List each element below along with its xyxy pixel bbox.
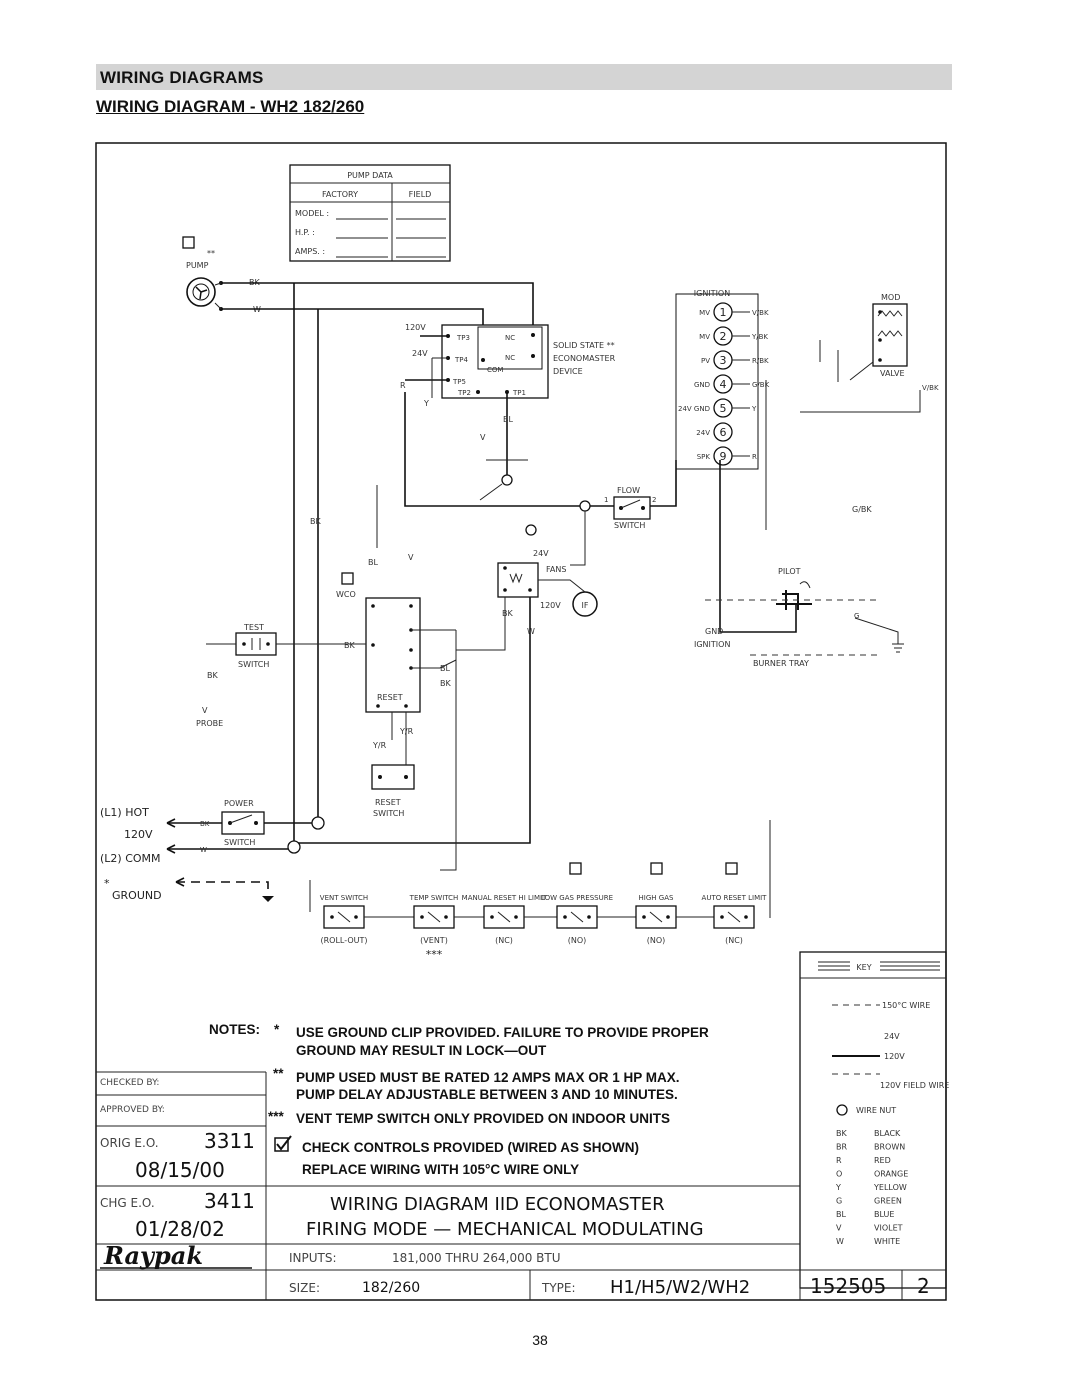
flow-pin-1: 1 <box>604 496 609 504</box>
ignition-pin-number: 6 <box>719 426 727 439</box>
mod-wire-vbk: V/BK <box>922 384 939 392</box>
pump-mark: ** <box>207 249 215 258</box>
checked-by-label: CHECKED BY: <box>100 1078 160 1088</box>
solid-state-label-1: SOLID STATE ** <box>553 341 615 350</box>
fans-wire-bk: BK <box>502 609 513 618</box>
control-switch-name: AUTO RESET LIMIT <box>701 894 767 902</box>
pump-data-field: FIELD <box>408 190 432 199</box>
test-switch-label-2: SWITCH <box>238 660 270 669</box>
pump-label: PUMP <box>186 261 209 270</box>
key-item-120v: 120V <box>884 1052 905 1061</box>
solid-state-label-3: DEVICE <box>553 367 583 376</box>
control-switch-sub: (NO) <box>567 936 587 945</box>
ignition-pin-number: 9 <box>719 450 727 463</box>
reset-switch-label-2: SWITCH <box>373 809 405 818</box>
ignition-pin-left: PV <box>700 357 710 365</box>
ignition-label: IGNITION <box>693 289 731 298</box>
test-wire-bk: BK <box>344 641 355 650</box>
control-switch-sub: (NC) <box>725 936 743 945</box>
ground-mark: * <box>104 877 110 890</box>
ignition-pin <box>678 399 757 417</box>
control-switch <box>541 894 613 945</box>
size-label: SIZE: <box>289 1281 321 1295</box>
flow-switch-label-1: FLOW <box>617 486 640 495</box>
control-switch <box>320 894 368 945</box>
probe-wire-v: V <box>202 706 208 715</box>
econ-tp4: TP4 <box>455 356 468 364</box>
pump-data-amps: AMPS. : <box>295 247 326 256</box>
solid-state-label-2: ECONOMASTER <box>553 354 616 363</box>
control-switch-name: TEMP SWITCH <box>409 894 459 902</box>
burner-tray-label: BURNER TRAY <box>753 659 809 668</box>
type-value: H1/H5/W2/WH2 <box>610 1277 751 1298</box>
econ-tp2: TP2 <box>458 389 471 397</box>
orig-date: 08/15/00 <box>135 1158 225 1182</box>
key-color-name: BLACK <box>874 1129 901 1138</box>
econ-wire-24v: 24V <box>412 349 428 358</box>
notes <box>209 1022 709 1177</box>
mod-valve-bottom: VALVE <box>880 369 905 378</box>
note-1-star: * <box>274 1022 280 1037</box>
key-color-code: G <box>836 1196 843 1206</box>
probe-label: PROBE <box>196 719 224 728</box>
approved-by-label: APPROVED BY: <box>100 1105 165 1115</box>
flow-switch-label-2: SWITCH <box>614 521 646 530</box>
pump-wire-bk: BK <box>249 278 260 287</box>
econ-wire-y: Y <box>424 399 429 408</box>
key-color-name: GREEN <box>874 1196 902 1206</box>
ignition-gnd-2: IGNITION <box>694 640 731 649</box>
ground-label: GROUND <box>112 889 162 902</box>
check-box-low-gas <box>570 863 581 874</box>
ignition-pin-right: Y/BK <box>752 333 769 341</box>
fans-120v: 120V <box>540 601 561 610</box>
reset-label: RESET <box>377 693 403 702</box>
pump-data-hp: H.P. : <box>295 228 315 237</box>
econ-tp3: TP3 <box>457 334 470 342</box>
econ-nc1: NC <box>505 334 516 342</box>
ignition-pin-left: GND <box>693 381 710 389</box>
inputs-label: INPUTS: <box>289 1251 337 1265</box>
orig-eo-label: ORIG E.O. <box>100 1136 159 1150</box>
section-title: WIRING DIAGRAMS <box>100 68 264 87</box>
control-switch-name: LOW GAS PRESSURE <box>541 894 613 902</box>
reset-switch-label-1: RESET <box>375 798 401 807</box>
key-color-code: Y <box>836 1183 841 1192</box>
size-value: 182/260 <box>362 1280 421 1296</box>
type-label: TYPE: <box>542 1281 576 1295</box>
key-color-name: VIOLET <box>874 1223 903 1233</box>
control-switch-sub: (NC) <box>495 936 513 945</box>
orig-eo-number: 3311 <box>204 1129 255 1153</box>
key-item-24v: 24V <box>884 1032 900 1041</box>
econ-tp1: TP1 <box>513 389 526 397</box>
pump <box>183 237 223 311</box>
power-switch-label-1: POWER <box>224 799 254 808</box>
ignition-pin-left: MV <box>699 333 710 341</box>
l1-hot-label: (L1) HOT <box>100 806 149 819</box>
control-switch-name: MANUAL RESET HI LIMIT <box>461 894 547 902</box>
ignition-gnd-1: GND <box>705 627 724 636</box>
ignition-pin-number: 2 <box>719 330 727 343</box>
pump-data-factory: FACTORY <box>322 190 358 199</box>
note-4: CHECK CONTROLS PROVIDED (WIRED AS SHOWN) <box>302 1140 639 1155</box>
wire-g: G <box>854 612 860 620</box>
key-color-code: BL <box>836 1210 846 1219</box>
ignition-pin <box>701 351 769 369</box>
pump-wire-w: W <box>253 305 261 314</box>
key-color-code: W <box>836 1237 844 1246</box>
key-color-name: BLUE <box>874 1210 895 1219</box>
key-title: KEY <box>856 963 872 972</box>
note-1b: GROUND MAY RESULT IN LOCK—OUT <box>296 1043 547 1058</box>
line-wire-bk: BK <box>200 820 210 828</box>
key-color-name: BROWN <box>874 1142 906 1152</box>
key-item-150c: 150°C WIRE <box>882 1001 931 1010</box>
note-2-star: ** <box>273 1066 284 1081</box>
control-switch <box>409 894 459 961</box>
wco-wire-bl: BL <box>368 558 378 567</box>
ignition-pin <box>697 447 757 465</box>
pump-data-table <box>290 165 450 261</box>
note-3-star: *** <box>268 1109 284 1124</box>
raypak-logo: Raypak <box>104 1241 203 1270</box>
fans-label: FANS <box>546 565 567 574</box>
note-2a: PUMP USED MUST BE RATED 12 AMPS MAX OR 1 HP MAX. <box>296 1070 680 1085</box>
ignition-pin <box>696 423 732 441</box>
power-switch <box>222 799 264 847</box>
pilot <box>776 567 812 610</box>
fans-wire-w: W <box>527 627 535 636</box>
reset-wire-yr: Y/R <box>373 741 387 750</box>
key-item-field-wire: 120V FIELD WIRE <box>880 1081 950 1090</box>
flow-switch <box>604 486 656 530</box>
wco-label: WCO <box>336 590 356 599</box>
drawing-title-1: WIRING DIAGRAM IID ECONOMASTER <box>330 1194 665 1215</box>
control-switch-sub: (ROLL-OUT) <box>320 936 368 945</box>
key-color-code: BR <box>836 1142 848 1152</box>
wire-g-bk: G/BK <box>852 505 872 514</box>
power-switch-label-2: SWITCH <box>224 838 256 847</box>
note-1a: USE GROUND CLIP PROVIDED. FAILURE TO PROVIDE PROPER <box>296 1025 709 1040</box>
page-number: 38 <box>532 1332 548 1348</box>
ignition-pin-right: G/BK <box>752 381 770 389</box>
ignition-pin-left: 24V GND <box>678 405 710 413</box>
wco-wire-bk2: BK <box>440 679 451 688</box>
ignition-pin-left: MV <box>699 309 710 317</box>
controls-row <box>320 894 767 961</box>
control-switch-sub: (VENT) <box>420 936 448 945</box>
econ-com: COM <box>487 366 504 374</box>
reset-switch <box>372 765 414 818</box>
ignition-pin-right: Y <box>752 405 757 413</box>
key-color-code: BK <box>836 1129 847 1138</box>
note-3: VENT TEMP SWITCH ONLY PROVIDED ON INDOOR UNITS <box>296 1111 671 1126</box>
ignition-pin-left: SPK <box>696 453 710 461</box>
ignition-pin-number: 5 <box>719 402 727 415</box>
economaster-device <box>442 325 548 398</box>
pump-data-title: PUMP DATA <box>347 171 393 180</box>
control-switch <box>462 894 547 945</box>
econ-wire-bl: BL <box>503 415 513 424</box>
note-2b: PUMP DELAY ADJUSTABLE BETWEEN 3 AND 10 MINUTES. <box>296 1087 678 1102</box>
ignition-pin-right: R/BK <box>752 357 769 365</box>
key-color-name: ORANGE <box>874 1169 909 1179</box>
control-switch <box>636 894 676 945</box>
econ-wire-120v: 120V <box>405 323 426 332</box>
wco-wire-v: V <box>408 553 414 562</box>
drawing-title-2: FIRING MODE — MECHANICAL MODULATING <box>306 1219 704 1240</box>
fans-24v: 24V <box>533 549 549 558</box>
title-block <box>96 1072 946 1300</box>
mod-valve <box>873 293 907 378</box>
mod-valve-top: MOD <box>881 293 901 302</box>
key-color-name: RED <box>874 1156 891 1165</box>
econ-wire-r: R <box>400 381 406 390</box>
pump-data-model: MODEL : <box>295 209 330 218</box>
chg-eo-number: 3411 <box>204 1189 255 1213</box>
control-switch-name: VENT SWITCH <box>319 894 369 902</box>
wco-wire-bl2: BL <box>440 664 450 673</box>
notes-label: NOTES: <box>209 1022 261 1037</box>
line-voltage-label: 120V <box>124 828 153 841</box>
econ-tp5: TP5 <box>453 378 466 386</box>
control-switch-mark: *** <box>425 948 443 961</box>
chg-eo-label: CHG E.O. <box>100 1196 155 1210</box>
wire-bk-vertical: BK <box>310 517 321 526</box>
econ-wire-v: V <box>480 433 486 442</box>
control-switch-sub: (NO) <box>646 936 666 945</box>
fan-motor-label: IF <box>581 601 589 610</box>
diagram-title: WIRING DIAGRAM - WH2 182/260 <box>96 97 365 116</box>
key-color-code: V <box>836 1223 842 1233</box>
chg-date: 01/28/02 <box>135 1217 225 1241</box>
control-switch-name: HIGH GAS <box>638 894 674 902</box>
ignition-pin-right: R <box>752 453 757 461</box>
key-color-code: R <box>836 1156 842 1165</box>
key-colors <box>835 1129 908 1246</box>
note-5: REPLACE WIRING WITH 105°C WIRE ONLY <box>302 1162 580 1177</box>
drawing-number: 152505 <box>810 1274 887 1298</box>
l2-comm-label: (L2) COMM <box>100 852 161 865</box>
ignition-pin-number: 1 <box>719 306 727 319</box>
ignition-pin-right: V/BK <box>752 309 769 317</box>
sheet-number: 2 <box>917 1274 930 1298</box>
line-wire-w: W <box>200 846 207 854</box>
ignition-pin-left: 24V <box>696 429 710 437</box>
key-color-name: WHITE <box>874 1237 901 1246</box>
test-switch <box>236 623 276 669</box>
ignition-pin-number: 4 <box>719 378 727 391</box>
test-switch-label-1: TEST <box>244 623 264 632</box>
test-wire-bk2: BK <box>207 671 218 680</box>
control-switch <box>702 894 768 945</box>
wco-wire-yr: Y/R <box>400 727 414 736</box>
flow-pin-2: 2 <box>652 496 657 504</box>
key-item-wire-nut: WIRE NUT <box>856 1106 897 1115</box>
key-color-code: O <box>836 1169 843 1179</box>
inputs-value: 181,000 THRU 264,000 BTU <box>392 1251 561 1265</box>
key-color-name: YELLOW <box>874 1183 907 1192</box>
ignition-pins <box>678 303 770 465</box>
pilot-label: PILOT <box>778 567 801 576</box>
check-box-high-gas <box>651 863 662 874</box>
check-box-auto-reset <box>726 863 737 874</box>
ignition-pin-number: 3 <box>719 354 727 367</box>
econ-nc2: NC <box>505 354 516 362</box>
